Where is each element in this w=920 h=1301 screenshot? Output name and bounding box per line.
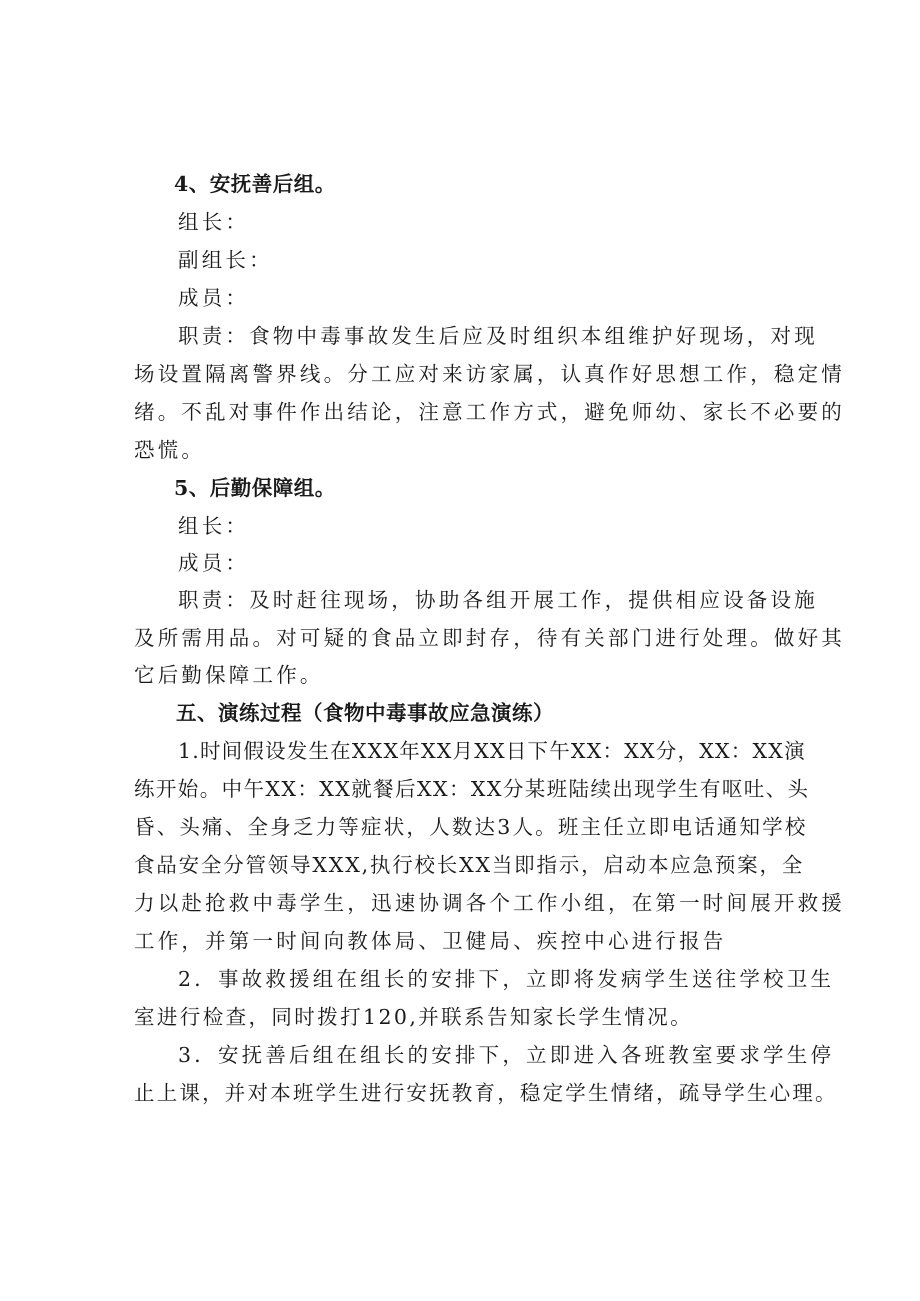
section4-members: 成员： bbox=[178, 286, 250, 310]
section4-duty-line: 绪。不乱对事件作出结论，注意工作方式，避免师幼、家长不必要的 bbox=[134, 400, 845, 424]
section5-members: 成员： bbox=[178, 551, 250, 575]
section5-leader: 组长： bbox=[178, 514, 250, 538]
drill-step1-line: 练开始。中午XX：XX就餐后XX：XX分某班陆续出现学生有呕吐、头 bbox=[134, 777, 810, 801]
section4-heading: 4、安抚善后组。 bbox=[174, 172, 336, 196]
drill-step2-line: 室进行检查，同时拨打120,并联系告知家长学生情况。 bbox=[134, 1005, 694, 1029]
drill-heading: 五、演练过程（食物中毒事故应急演练） bbox=[176, 701, 554, 725]
section4-deputy: 副组长： bbox=[178, 248, 273, 272]
section5-duty-line: 职责：及时赶往现场，协助各组开展工作，提供相应设备设施 bbox=[178, 588, 818, 612]
drill-step1-line: 力以赴抢救中毒学生，迅速协调各个工作小组，在第一时间展开救援 bbox=[134, 891, 845, 915]
drill-step3-line: 止上课，并对本班学生进行安抚教育，稳定学生情绪，疏导学生心理。 bbox=[134, 1081, 838, 1105]
section4-duty-line: 职责：食物中毒事故发生后应及时组织本组维护好现场，对现 bbox=[178, 324, 818, 348]
drill-step1-line: 昏、头痛、全身乏力等症状，人数达3人。班主任立即电话通知学校 bbox=[134, 815, 808, 839]
section5-heading: 5、后勤保障组。 bbox=[174, 476, 336, 500]
drill-step3-line: 3．安抚善后组在组长的安排下，立即进入各班教室要求学生停 bbox=[178, 1043, 835, 1067]
drill-step1-line: 1.时间假设发生在XXX年XX月XX日下午XX：XX分，XX：XX演 bbox=[178, 739, 806, 763]
section5-duty-line: 及所需用品。对可疑的食品立即封存，待有关部门进行处理。做好其 bbox=[134, 626, 845, 650]
section4-leader: 组长： bbox=[178, 210, 250, 234]
section4-duty-line: 恐慌。 bbox=[134, 438, 206, 462]
section4-duty-line: 场设置隔离警界线。分工应对来访家属，认真作好思想工作，稳定情 bbox=[134, 362, 845, 386]
drill-step1-line: 食品安全分管领导XXX,执行校长XX当即指示，启动本应急预案，全 bbox=[134, 853, 805, 877]
drill-step2-line: 2．事故救援组在组长的安排下，立即将发病学生送往学校卫生 bbox=[178, 967, 835, 991]
drill-step1-line: 工作，并第一时间向教体局、卫健局、疾控中心进行报告 bbox=[134, 929, 727, 953]
section5-duty-line: 它后勤保障工作。 bbox=[134, 663, 324, 687]
